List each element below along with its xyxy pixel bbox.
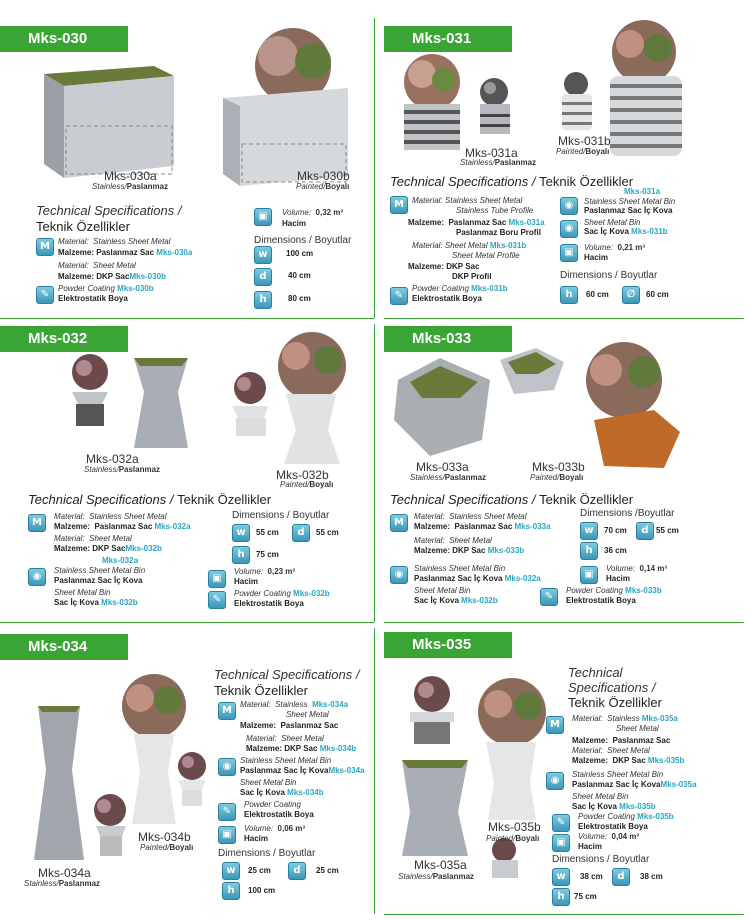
width-value: 55 cm <box>256 528 279 537</box>
brush-icon: ✎ <box>36 286 54 304</box>
dimensions-title: Dimensions / Boyutlar <box>560 270 658 281</box>
material-label: Material: Sheet Metal <box>58 261 136 270</box>
finish-label: Painted/Boyalı <box>530 473 584 482</box>
material-label: Material: Sheet Metal <box>54 534 132 543</box>
material-value: Malzeme: DKP SacMks-030b <box>58 272 166 281</box>
finish-label: Stainless/Paslanmaz <box>398 872 475 881</box>
material-value: Malzeme: DKP Sac Mks-035b <box>572 756 685 765</box>
width-value: 70 cm <box>604 526 627 535</box>
volume-label: Volume: 0,21 m³ <box>584 243 646 252</box>
material-label: Sheet Metal Profile <box>452 251 520 260</box>
product-code: Mks-035b <box>488 820 541 834</box>
coating-label: Powder Coating <box>244 800 301 809</box>
tech-spec-title: Technical <box>568 665 623 680</box>
cube-icon: ▣ <box>218 826 236 844</box>
product-code: Mks-030a <box>104 169 157 183</box>
depth-value: 40 cm <box>288 271 311 280</box>
width-value: 100 cm <box>286 249 314 258</box>
material-value: Malzeme: DKP Sac Mks-033b <box>414 546 525 555</box>
volume-value: Hacim <box>282 219 307 228</box>
finish-label: Stainless/Paslanmaz <box>460 158 537 167</box>
divider <box>384 914 744 915</box>
bin-icon: ◉ <box>560 220 578 238</box>
bin-label: Sheet Metal Bin <box>584 218 641 227</box>
width-value: 38 cm <box>580 872 603 881</box>
bin-label: Stainless Sheet Metal Bin <box>584 197 676 206</box>
product-code: Mks-034b <box>138 830 191 844</box>
w-icon: w <box>222 862 240 880</box>
product-tag: Mks-032 <box>0 326 128 352</box>
product-tag: Mks-034 <box>0 634 128 660</box>
material-value: DKP Profil <box>452 272 492 281</box>
coating-value: Elektrostatik Boya <box>58 294 128 303</box>
coating-value: Elektrostatik Boya <box>566 596 636 605</box>
material-value: Malzeme: Paslanmaz Sac Mks-033a <box>414 522 551 531</box>
material-label: Material: Sheet Metal <box>572 746 650 755</box>
tech-spec-title: Teknik Özellikler <box>568 695 662 710</box>
h-icon: h <box>254 291 272 309</box>
finish-label: Stainless/Paslanmaz <box>24 879 101 888</box>
dimensions-title: Dimensions / Boyutlar <box>232 510 330 521</box>
d-icon: d <box>292 524 310 542</box>
product-code: Mks-032a <box>86 452 139 466</box>
material-label: Material: Stainless Sheet Metal <box>58 237 171 246</box>
product-code: Mks-035a <box>414 858 467 872</box>
coating-label: Powder Coating Mks-032b <box>234 589 330 598</box>
product-tag: Mks-035 <box>384 632 512 658</box>
material-label: Material: Stainless Sheet Metal <box>412 196 523 205</box>
tech-spec-title: Technical Specifications / Teknik Özellikler <box>390 174 634 189</box>
planter-033a-image <box>390 350 500 460</box>
height-value: 36 cm <box>604 546 627 555</box>
material-value: Malzeme: Paslanmaz Sac Mks-032a <box>54 522 191 531</box>
bin-code: Mks-031a <box>624 187 661 196</box>
coating-label: Powder Coating Mks-035b <box>578 812 674 821</box>
material-value: Malzeme: DKP Sac <box>408 262 480 271</box>
tech-spec-title: Technical Specifications / Teknik Özellikler <box>28 492 272 507</box>
bin-label: Stainless Sheet Metal Bin <box>54 566 146 575</box>
height-value: 75 cm <box>574 892 597 901</box>
product-code: Mks-033b <box>532 460 585 474</box>
tech-spec-title: Specifications / <box>568 680 656 695</box>
material-label: Sheet Metal <box>616 724 659 733</box>
tech-spec-title: Technical Specifications / <box>214 667 360 682</box>
finish-label: Stainless/Paslanmaz <box>410 473 487 482</box>
brush-icon: ✎ <box>552 814 570 832</box>
material-label: Material: Sheet Metal <box>414 536 492 545</box>
height-value: 80 cm <box>288 294 311 303</box>
depth-value: 55 cm <box>656 526 679 535</box>
diameter-value: 60 cm <box>646 290 669 299</box>
depth-value: 25 cm <box>316 866 339 875</box>
finish-label: Painted/Boyalı <box>280 480 334 489</box>
material-value: Paslanmaz Boru Profil <box>456 228 541 237</box>
material-value: Malzeme: DKP Sac Mks-034b <box>246 744 357 753</box>
tech-spec-title: Teknik Özellikler <box>36 219 130 234</box>
bin-label: Sheet Metal Bin <box>572 792 629 801</box>
h-icon: h <box>222 882 240 900</box>
divider <box>384 622 744 623</box>
brush-icon: ✎ <box>390 287 408 305</box>
d-icon: d <box>636 522 654 540</box>
planter-032a-image <box>62 352 222 452</box>
bin-value: Sac İç Kova Mks-031b <box>584 227 668 236</box>
height-value: 60 cm <box>586 290 609 299</box>
bin-value: Sac İç Kova Mks-032b <box>414 596 498 605</box>
coating-value: Elektrostatik Boya <box>244 810 314 819</box>
volume-label: Volume: 0,06 m³ <box>244 824 306 833</box>
volume-label: Volume: 0,04 m³ <box>578 832 640 841</box>
w-icon: w <box>580 522 598 540</box>
coating-label: Powder Coating Mks-030b <box>58 284 154 293</box>
volume-label: Volume: 0,14 m³ <box>606 564 668 573</box>
product-code: Mks-031b <box>558 134 611 148</box>
height-value: 100 cm <box>248 886 276 895</box>
material-label: Material: Stainless Sheet Metal <box>54 512 167 521</box>
material-value: Malzeme: Paslanmaz Sac Mks-030a <box>58 248 193 257</box>
bin-value: Paslanmaz Sac İç Kova <box>54 576 143 585</box>
m-icon: M <box>28 514 46 532</box>
dimensions-title: Dimensions /Boyutlar <box>580 508 675 519</box>
m-icon: M <box>390 514 408 532</box>
planter-030a-image <box>34 56 184 186</box>
material-value: Malzeme: DKP SacMks-032b <box>54 544 162 553</box>
cube-icon: ▣ <box>208 570 226 588</box>
planter-031a-image <box>394 52 544 152</box>
d-icon: d <box>612 868 630 886</box>
bin-icon: ◉ <box>218 758 236 776</box>
divider <box>374 18 375 318</box>
h-icon: h <box>232 546 250 564</box>
finish-label: Painted/Boyalı <box>140 843 194 852</box>
w-icon: w <box>232 524 250 542</box>
bin-label: Stainless Sheet Metal Bin <box>240 756 332 765</box>
divider <box>0 318 374 319</box>
m-icon: M <box>390 196 408 214</box>
product-tag: Mks-030 <box>0 26 128 52</box>
h-icon: h <box>560 286 578 304</box>
material-value: Malzeme: Paslanmaz Sac <box>572 736 671 745</box>
bin-value: Paslanmaz Sac İç KovaMks-035a <box>572 780 697 789</box>
d-icon: d <box>254 268 272 286</box>
coating-label: Powder Coating Mks-033b <box>566 586 662 595</box>
product-tag: Mks-031 <box>384 26 512 52</box>
volume-label: Volume: 0,32 m³ <box>282 208 344 217</box>
dimensions-title: Dimensions / Boyutlar <box>218 848 316 859</box>
m-icon: M <box>546 716 564 734</box>
dimensions-title: Dimensions / Boyutlar <box>552 854 650 865</box>
m-icon: M <box>36 238 54 256</box>
bin-label: Sheet Metal Bin <box>54 588 111 597</box>
volume-value: Hacim <box>578 842 603 851</box>
material-value: Malzeme: Paslanmaz Sac <box>240 721 339 730</box>
finish-label: Stainless/Paslanmaz <box>92 182 169 191</box>
volume-value: Hacim <box>244 834 269 843</box>
product-code: Mks-034a <box>38 866 91 880</box>
finish-label: Painted/Boyalı <box>556 147 610 156</box>
coating-value: Elektrostatik Boya <box>578 822 648 831</box>
finish-label: Painted/Boyalı <box>296 182 350 191</box>
material-label: Sheet Metal <box>286 710 329 719</box>
h-icon: h <box>552 888 570 906</box>
bin-value: Sac İç Kova Mks-035b <box>572 802 656 811</box>
product-tag: Mks-033 <box>384 326 512 352</box>
depth-value: 38 cm <box>640 872 663 881</box>
h-icon: h <box>580 542 598 560</box>
brush-icon: ✎ <box>540 588 558 606</box>
height-value: 75 cm <box>256 550 279 559</box>
width-value: 25 cm <box>248 866 271 875</box>
bin-icon: ◉ <box>546 772 564 790</box>
planter-033b-image <box>494 340 694 470</box>
material-label: Material: Sheet Metal <box>246 734 324 743</box>
bin-value: Sac İç Kova Mks-032b <box>54 598 138 607</box>
bin-icon: ◉ <box>560 197 578 215</box>
diameter-icon: ∅ <box>622 286 640 304</box>
bin-label: Sheet Metal Bin <box>414 586 471 595</box>
cube-icon: ▣ <box>560 244 578 262</box>
divider <box>384 318 744 319</box>
bin-icon: ◉ <box>28 568 46 586</box>
w-icon: w <box>254 246 272 264</box>
m-icon: M <box>218 702 236 720</box>
material-value: Malzeme: Paslanmaz Sac Mks-031a <box>408 218 545 227</box>
planter-034b-image <box>104 672 214 832</box>
cube-icon: ▣ <box>552 834 570 852</box>
bin-value: Paslanmaz Sac İç Kova <box>584 206 673 215</box>
material-label: Material: Stainless Mks-034a <box>240 700 349 709</box>
coating-value: Elektrostatik Boya <box>412 294 482 303</box>
depth-value: 55 cm <box>316 528 339 537</box>
divider <box>0 622 374 623</box>
bin-label: Stainless Sheet Metal Bin <box>572 770 664 779</box>
brush-icon: ✎ <box>218 803 236 821</box>
d-icon: d <box>288 862 306 880</box>
tech-spec-title: Teknik Özellikler <box>214 683 308 698</box>
material-label: Stainless Tube Profile <box>456 206 534 215</box>
product-code: Mks-030b <box>297 169 350 183</box>
tech-spec-title: Technical Specifications / <box>36 203 182 218</box>
volume-value: Hacim <box>584 253 609 262</box>
finish-label: Painted/Boyalı <box>486 834 540 843</box>
bin-label: Stainless Sheet Metal Bin <box>414 564 506 573</box>
material-label: Material: Sheet Metal Mks-031b <box>412 241 527 250</box>
bin-code: Mks-032a <box>102 556 139 565</box>
tech-spec-title: Technical Specifications / Teknik Özellikler <box>390 492 634 507</box>
bin-value: Paslanmaz Sac İç KovaMks-034a <box>240 766 365 775</box>
bin-label: Sheet Metal Bin <box>240 778 297 787</box>
product-code: Mks-033a <box>416 460 469 474</box>
finish-label: Stainless/Paslanmaz <box>84 465 161 474</box>
brush-icon: ✎ <box>208 591 226 609</box>
cube-icon: ▣ <box>580 566 598 584</box>
planter-030b-image <box>218 26 358 186</box>
cube-icon: ▣ <box>254 208 272 226</box>
dimensions-title: Dimensions / Boyutlar <box>254 235 352 246</box>
volume-label: Volume: 0,23 m³ <box>234 567 296 576</box>
planter-032b-image <box>226 330 356 470</box>
bin-icon: ◉ <box>390 566 408 584</box>
material-label: Material: Stainless Sheet Metal <box>414 512 527 521</box>
bin-value: Paslanmaz Sac İç Kova Mks-032a <box>414 574 541 583</box>
bin-value: Sac İç Kova Mks-034b <box>240 788 324 797</box>
divider <box>374 628 375 914</box>
divider <box>374 324 375 622</box>
coating-value: Elektrostatik Boya <box>234 599 304 608</box>
w-icon: w <box>552 868 570 886</box>
product-code: Mks-031a <box>465 146 518 160</box>
volume-value: Hacim <box>606 574 631 583</box>
coating-label: Powder Coating Mks-031b <box>412 284 508 293</box>
volume-value: Hacim <box>234 577 259 586</box>
product-code: Mks-032b <box>276 468 329 482</box>
material-label: Material: Stainless Mks-035a <box>572 714 678 723</box>
